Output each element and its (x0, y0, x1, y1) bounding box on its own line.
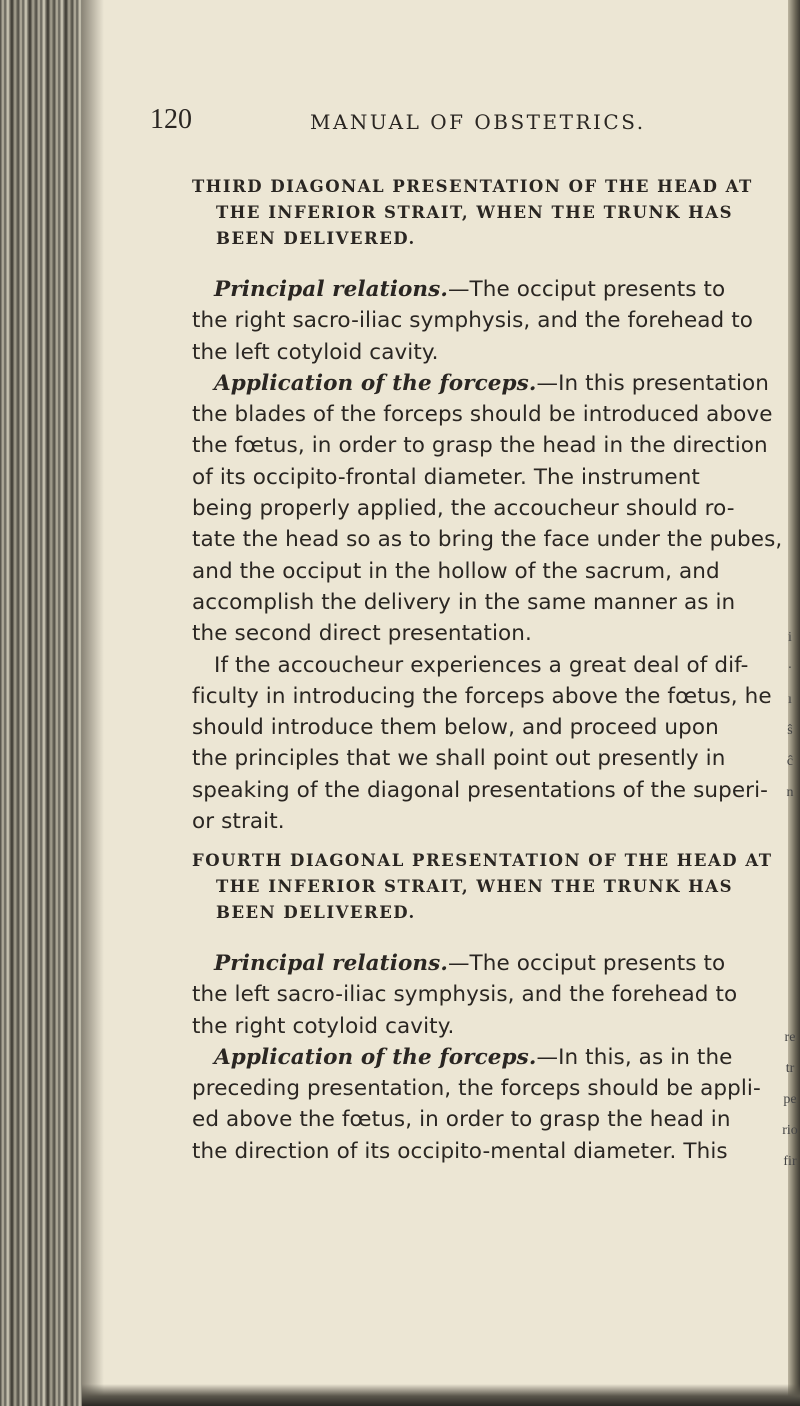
text-line: the right cotyloid cavity. (192, 1013, 455, 1039)
text-line: speaking of the diagonal presentations of the superi- (192, 777, 769, 803)
line-text: —In this presentation (536, 370, 770, 396)
book-binding (0, 0, 82, 1406)
section-heading (192, 174, 792, 252)
margin-fragment: rio (782, 1123, 798, 1138)
heading-line: THIRD DIAGONAL PRESENTATION OF THE HEAD AT (192, 177, 753, 196)
margin-fragment: · (787, 661, 793, 676)
text-line (192, 1042, 792, 1073)
margin-fragment: i (788, 630, 792, 645)
paragraph-application (192, 368, 792, 650)
margin-fragment: ı (788, 692, 792, 707)
line-text: —The occiput presents to (447, 951, 726, 976)
margin-fragment: ĉ (786, 754, 794, 769)
heading-line: FOURTH DIAGONAL PRESENTATION OF THE HEAD AT (192, 851, 773, 870)
text-line: and the occiput in the hollow of the sacrum, and (192, 558, 720, 584)
margin-fragments-lower (782, 1022, 798, 1177)
section-third-diagonal (192, 174, 792, 837)
margin-fragment: n (786, 785, 794, 800)
text-line: the right sacro-iliac symphysis, and the forehead to (192, 308, 754, 334)
heading-line: THE INFERIOR STRAIT, WHEN THE TRUNK HAS (216, 877, 733, 896)
line-text: —The occiput presents to (447, 277, 726, 302)
text-line: ed above the fœtus, in order to grasp the head in (192, 1107, 731, 1133)
text-line: the blades of the forceps should be introduced above (192, 402, 773, 428)
margin-fragment: re (784, 1030, 796, 1045)
line-text: —In this, as in the (536, 1044, 733, 1070)
margin-fragment: tr (785, 1061, 795, 1076)
text-line: being properly applied, the accoucheur should ro- (192, 496, 735, 522)
heading-line: BEEN DELIVERED. (216, 229, 416, 248)
paragraph-application (192, 1042, 792, 1167)
text-line: the left sacro-iliac symphysis, and the forehead to (192, 982, 738, 1008)
margin-fragment: fir (783, 1154, 797, 1169)
text-line: accomplish the delivery in the same manner as in (192, 589, 736, 615)
text-line: the second direct presentation. (192, 621, 532, 647)
text-line: or strait. (192, 809, 285, 835)
gutter-shadow (82, 0, 104, 1406)
italic-lead: Application of the forceps. (214, 1044, 537, 1070)
paragraph-principal-relations (192, 948, 792, 1042)
text-line: the left cotyloid cavity. (192, 339, 439, 365)
margin-fragments-upper (782, 622, 798, 808)
margin-fragment: pe (783, 1092, 797, 1107)
text-line: the direction of its occipito-mental diameter. This (192, 1138, 728, 1164)
text-line: If the accoucheur experiences a great deal of dif- (214, 652, 749, 678)
text-line: the principles that we shall point out presently in (192, 746, 726, 772)
text-line: of its occipito-frontal diameter. The instrument (192, 464, 700, 490)
text-line: ficulty in introducing the forceps above the fœtus, he (192, 683, 772, 709)
italic-lead: Principal relations. (214, 277, 448, 302)
text-line (192, 948, 792, 979)
text-line (192, 274, 792, 305)
running-head-title: MANUAL OF OBSTETRICS. (310, 110, 646, 134)
text-line: the fœtus, in order to grasp the head in the direction (192, 433, 768, 459)
margin-fragment: ŝ (787, 723, 793, 738)
text-line (192, 368, 792, 399)
text-line: should introduce them below, and proceed upon (192, 715, 719, 741)
paragraph-difficulty (192, 650, 792, 838)
italic-lead: Application of the forceps. (214, 370, 537, 396)
text-line: tate the head so as to bring the face under the pubes, (192, 527, 783, 553)
book-page (150, 0, 790, 1406)
section-fourth-diagonal (192, 848, 792, 1167)
heading-line: THE INFERIOR STRAIT, WHEN THE TRUNK HAS (216, 203, 733, 222)
heading-line: BEEN DELIVERED. (216, 903, 416, 922)
text-line: preceding presentation, the forceps should be appli- (192, 1076, 761, 1102)
italic-lead: Principal relations. (214, 951, 448, 976)
section-heading (192, 848, 792, 926)
page-number: 120 (150, 104, 192, 135)
paragraph-principal-relations (192, 274, 792, 368)
running-head (150, 104, 770, 144)
